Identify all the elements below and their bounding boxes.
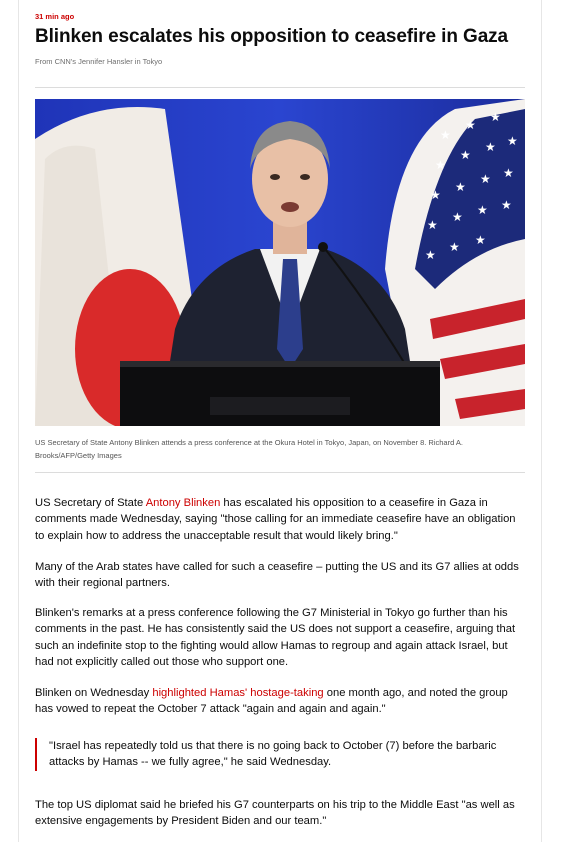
- blockquote: [35, 738, 529, 771]
- divider: [35, 87, 525, 88]
- photo-caption: US Secretary of State Antony Blinken attends a press conference at the Okura Hotel in Tokyo, Japan, on November 8. Richard A. Brooks/AFP/Getty Images: [35, 438, 464, 460]
- svg-text:★: ★: [460, 148, 471, 162]
- svg-text:★: ★: [503, 166, 514, 180]
- live-update-card: [18, 0, 542, 842]
- svg-text:★: ★: [507, 134, 518, 148]
- svg-text:★: ★: [480, 172, 491, 186]
- svg-text:★: ★: [435, 158, 446, 172]
- svg-text:★: ★: [455, 180, 466, 194]
- quote-text: "Israel has repeatedly told us that there is no going back to October (7) before the barbaric attacks by Hamas -- we fully agree," he said Wednesday.: [49, 740, 497, 769]
- svg-text:★: ★: [501, 198, 512, 212]
- svg-text:★: ★: [477, 203, 488, 217]
- paragraph-text: US Secretary of State: [35, 497, 146, 509]
- paragraph-3: Blinken's remarks at a press conference following the G7 Ministerial in Tokyo go further than his comments in the past. He has consistently said the US does not support a ceasefire, arguing that such an indefinite stop to the fighting would allow Hamas to regroup and again attack Israel, but had not explicitly called out those who support one.: [35, 607, 516, 668]
- svg-text:★: ★: [475, 233, 486, 247]
- hostage-taking-link[interactable]: highlighted Hamas' hostage-taking: [152, 687, 324, 699]
- svg-text:★: ★: [452, 210, 463, 224]
- paragraph-text: one month ago, and noted the group has vowed to repeat the October 7 attack "again and again and again.": [35, 687, 508, 716]
- byline: From CNN's Jennifer Hansler in Tokyo: [35, 57, 163, 66]
- svg-text:★: ★: [485, 140, 496, 154]
- paragraph-4: [35, 685, 523, 718]
- paragraph-2: Many of the Arab states have called for such a ceasefire – putting the US and its G7 allies at odds with their regional partners.: [35, 561, 519, 590]
- article-photo: [35, 99, 525, 426]
- headline[interactable]: Blinken escalates his opposition to ceasefire in Gaza: [35, 26, 509, 47]
- svg-text:★: ★: [490, 110, 501, 124]
- paragraph-5: The top US diplomat said he briefed his G7 counterparts on his trip to the Middle East "as well as extensive engagements by President Biden and our team.": [35, 799, 515, 828]
- svg-text:★: ★: [449, 240, 460, 254]
- svg-text:★: ★: [427, 218, 438, 232]
- paragraph-1: [35, 495, 523, 544]
- paragraph-text: has escalated his opposition to a ceasefire in Gaza in comments made Wednesday, saying "those calling for an immediate ceasefire have an obligation to explain how to address the unacceptable result that would likely bring.": [35, 497, 516, 542]
- svg-text:★: ★: [465, 118, 476, 132]
- svg-text:★: ★: [430, 188, 441, 202]
- svg-text:★: ★: [440, 128, 451, 142]
- antony-blinken-link[interactable]: Antony Blinken: [145, 497, 221, 509]
- paragraph-text: Blinken on Wednesday: [35, 687, 153, 699]
- svg-text:★: ★: [425, 248, 436, 262]
- divider: [35, 472, 525, 473]
- timestamp: 31 min ago: [35, 12, 75, 21]
